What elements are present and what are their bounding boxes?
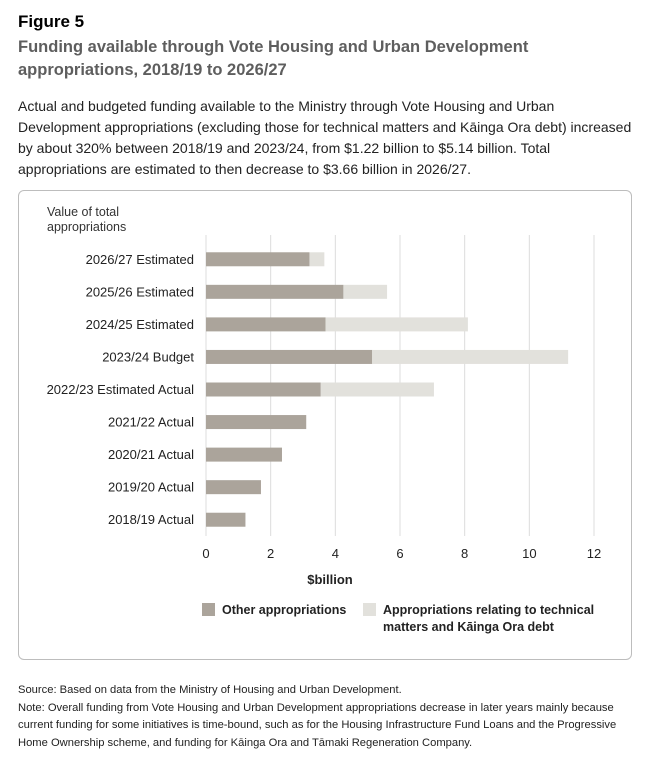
x-tick-8: 8 [461,546,469,561]
chart-title: Funding available through Vote Housing and Urban Development appropriations, 2018/19 to 2026/27 [18,38,529,79]
bar-other [206,350,372,364]
bar-technical [321,383,434,397]
category-label: 2026/27 Estimated [85,251,194,267]
note-text: Note: Overall funding from Vote Housing and Urban Development appropriations decrease in later years mainly because current funding for some initiatives is time-bound, such as for the Housing Infrastructure Fund Loans and the Progressive Home Ownership scheme, and funding for Kāinga Ora and Tāmaki Regeneration Company. [18,701,617,749]
x-tick-10: 10 [522,546,537,561]
y-axis-title-line1: Value of total [47,205,120,219]
source-text: Source: Based on data from the Ministry of Housing and Urban Development. [18,684,402,696]
legend-swatch-technical [363,603,376,616]
legend [202,603,598,634]
category-label: 2024/25 Estimated [85,316,194,332]
category-label: 2021/22 Actual [107,414,194,430]
category-label: 2022/23 Estimated Actual [46,382,194,397]
x-tick-0: 0 [202,546,210,561]
legend-label-technical-line1: Appropriations relating to technical [383,603,595,617]
bar-technical [326,317,468,331]
x-tick-2: 2 [267,546,275,561]
x-tick-4: 4 [331,546,339,561]
category-label: 2020/21 Actual [107,447,194,463]
category-label: 2023/24 Budget [102,349,194,365]
bar-other [206,252,309,266]
category-label: 2019/20 Actual [107,479,194,495]
bar-chart [19,191,631,659]
x-tick-labels [202,546,601,561]
x-tick-6: 6 [396,546,404,561]
bar-other [206,415,306,429]
legend-label-technical-line2: matters and Kāinga Ora debt [383,620,554,634]
category-labels [47,252,195,527]
legend-label-technical [383,603,598,634]
chart-panel [18,190,632,660]
bar-other [206,285,343,299]
x-tick-12: 12 [586,546,602,561]
bar-other [206,383,321,397]
legend-swatch-other [202,603,215,616]
category-label: 2025/26 Estimated [85,284,194,300]
figure-label: Figure 5 [18,12,85,31]
bar-other [206,513,245,527]
bar-technical [343,285,387,299]
bar-other [206,480,261,494]
x-axis-label: $billion [307,572,353,587]
bar-other [206,317,326,331]
bars [206,252,568,526]
y-axis-title-line2: appropriations [47,220,127,234]
bar-technical [372,350,568,364]
source-notes [18,682,643,752]
chart-description: Actual and budgeted funding available to the Ministry through Vote Housing and Urban Development appropriations (excluding those for technical matters and Kāinga Ora debt) increased by about 320% between 2018/19 and 2023/24, from $1.22 billion to $5.14 billion. Total appropriations are estimated to then decrease to $3.66 billion in 2026/27. [18,98,632,177]
legend-label-other: Other appropriations [222,603,347,617]
bar-technical [309,252,324,266]
category-label: 2018/19 Actual [107,512,194,528]
bar-other [206,448,282,462]
